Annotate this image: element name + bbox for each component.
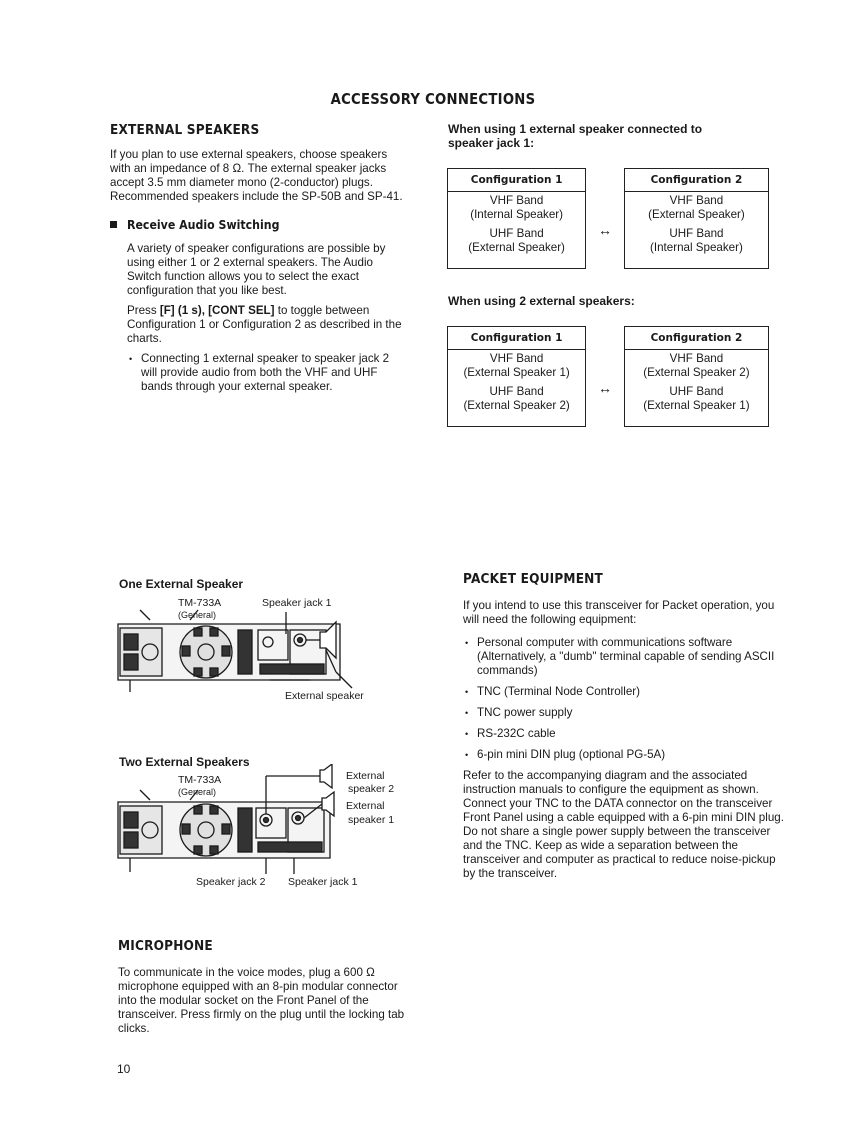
receive-audio-subheading: Receive Audio Switching bbox=[127, 217, 280, 232]
table-one-config-1 bbox=[448, 192, 586, 269]
figure-one-caption: One External Speaker bbox=[119, 577, 244, 591]
table-one-header-1: Configuration 1 bbox=[448, 169, 586, 192]
table-two-c1-uhf-speaker: (External Speaker 2) bbox=[463, 399, 570, 412]
packet-item-3: • TNC power supply bbox=[463, 706, 785, 720]
microphone-section bbox=[118, 938, 418, 1042]
figure-two-jack2-label: Speaker jack 2 bbox=[196, 876, 266, 888]
table-two-c2-vhf-band: VHF Band bbox=[669, 352, 724, 365]
external-speakers-section bbox=[110, 122, 410, 401]
figure-one-speaker-label: External speaker bbox=[285, 690, 364, 702]
table-one-c2-vhf-band: VHF Band bbox=[669, 194, 724, 207]
microphone-paragraph: To communicate in the voice modes, plug a 600 Ω microphone equipped with an 8-pin modular connector into the modular socket on the Front Panel of the transceiver. Press firmly on the plug until the locking tab clicks. bbox=[118, 966, 405, 1035]
table-two-c1-vhf-speaker: (External Speaker 1) bbox=[463, 366, 570, 379]
table-two-config-2 bbox=[624, 350, 768, 427]
config-table-two bbox=[447, 326, 769, 427]
page-number: 10 bbox=[117, 1062, 131, 1076]
table-two-header-1: Configuration 1 bbox=[448, 327, 586, 350]
microphone-heading: MICROPHONE bbox=[118, 938, 213, 954]
figure-one-model-version: (General) bbox=[178, 610, 217, 620]
transceiver-two-speakers-diagram bbox=[110, 764, 350, 876]
table-one-c1-vhf-speaker: (Internal Speaker) bbox=[470, 208, 563, 221]
config-table-one bbox=[447, 168, 769, 269]
receive-audio-subheading-row bbox=[110, 216, 410, 234]
table-two-config-1 bbox=[448, 350, 586, 427]
table-two-c1-uhf-band: UHF Band bbox=[489, 385, 544, 398]
table-one-c1-vhf-band: VHF Band bbox=[489, 194, 544, 207]
table-one-c2-uhf-speaker: (Internal Speaker) bbox=[650, 241, 743, 254]
table-two-header-gap bbox=[586, 327, 625, 350]
table-one-c1-uhf-band: UHF Band bbox=[489, 227, 544, 240]
table-two-c1-vhf-band: VHF Band bbox=[489, 352, 544, 365]
figure-two-model: TM-733A bbox=[178, 774, 222, 786]
table-two-caption: When using 2 external speakers: bbox=[448, 294, 635, 308]
figure-two-jack1-label: Speaker jack 1 bbox=[288, 876, 358, 888]
table-one-header-2: Configuration 2 bbox=[624, 169, 768, 192]
speaker-jack-bullet: • Connecting 1 external speaker to speaker jack 2 will provide audio from both the VHF and UHF bands through your external speaker. bbox=[127, 352, 407, 394]
figure-two-speaker1-line2: speaker 1 bbox=[348, 814, 395, 826]
figure-one-jack-label: Speaker jack 1 bbox=[262, 597, 332, 609]
figure-two-speaker2-line1: External bbox=[346, 770, 385, 782]
transceiver-one-speaker-diagram bbox=[110, 606, 360, 696]
packet-item-2: • TNC (Terminal Node Controller) bbox=[463, 685, 785, 699]
packet-item-5: • 6-pin mini DIN plug (optional PG-5A) bbox=[463, 748, 785, 762]
table-two-c2-uhf-band: UHF Band bbox=[669, 385, 724, 398]
table-one-c1-uhf-speaker: (External Speaker) bbox=[468, 241, 565, 254]
press-prefix: Press bbox=[127, 304, 160, 317]
figure-two-caption: Two External Speakers bbox=[119, 755, 250, 769]
figure-two-model-version: (General) bbox=[178, 787, 217, 797]
page-title: ACCESSORY CONNECTIONS bbox=[330, 90, 536, 108]
receive-audio-paragraph-2 bbox=[127, 304, 407, 346]
receive-audio-paragraph-1: A variety of speaker configurations are possible by using either 1 or 2 external speakers. The Audio Switch function allows you to select the exact configuration that you like best. bbox=[127, 242, 386, 297]
external-speakers-paragraph: If you plan to use external speakers, choose speakers with an impedance of 8 Ω. The external speaker jacks accept 3.5 mm diameter mono (2-conductor) plugs. Recommended speakers include the SP-50B and SP-41. bbox=[110, 148, 403, 203]
figure-one-model: TM-733A bbox=[178, 597, 222, 609]
packet-intro: If you intend to use this transceiver for Packet operation, you will need the following equipment: bbox=[463, 599, 775, 626]
table-one-c2-vhf-speaker: (External Speaker) bbox=[648, 208, 745, 221]
table-one-c2-uhf-band: UHF Band bbox=[669, 227, 724, 240]
table-two-header-2: Configuration 2 bbox=[624, 327, 768, 350]
figure-two-speaker2-line2: speaker 2 bbox=[348, 783, 395, 795]
table-one-caption-text: When using 1 external speaker connected to speaker jack 1: bbox=[448, 122, 703, 150]
packet-equipment-section bbox=[463, 571, 785, 887]
table-two-arrow-icon: ↔ bbox=[586, 350, 625, 427]
table-one-header-gap bbox=[586, 169, 625, 192]
table-one-arrow-icon: ↔ bbox=[586, 192, 625, 269]
table-one-caption bbox=[448, 122, 748, 150]
key-sequence: [F] (1 s), [CONT SEL] bbox=[159, 304, 275, 317]
packet-item-4: • RS-232C cable bbox=[463, 727, 785, 741]
figure-two-speaker1-line1: External bbox=[346, 800, 385, 812]
table-two-c2-uhf-speaker: (External Speaker 1) bbox=[643, 399, 750, 412]
press-suffix: to toggle between Configuration 1 or Configuration 2 as described in the charts. bbox=[127, 304, 402, 345]
packet-item-1: • Personal computer with communications software (Alternatively, a "dumb" terminal capable of sending ASCII commands) bbox=[463, 636, 785, 678]
packet-paragraph: Refer to the accompanying diagram and the associated instruction manuals to configure the equipment as shown. Connect your TNC to the DATA connector on the transceiver Front Panel using a cable equipped with a 6-pin mini DIN plug. Do not share a single power supply between the transceiver and the TNC. Keep as wide a separation between the transceiver and computer as practical to reduce noise-pickup by the transceiver. bbox=[463, 769, 784, 880]
table-two-c2-vhf-speaker: (External Speaker 2) bbox=[643, 366, 750, 379]
square-bullet-icon bbox=[110, 221, 117, 228]
packet-equipment-heading: PACKET EQUIPMENT bbox=[463, 571, 603, 587]
table-one-config-2 bbox=[624, 192, 768, 269]
external-speakers-heading: EXTERNAL SPEAKERS bbox=[110, 122, 260, 138]
